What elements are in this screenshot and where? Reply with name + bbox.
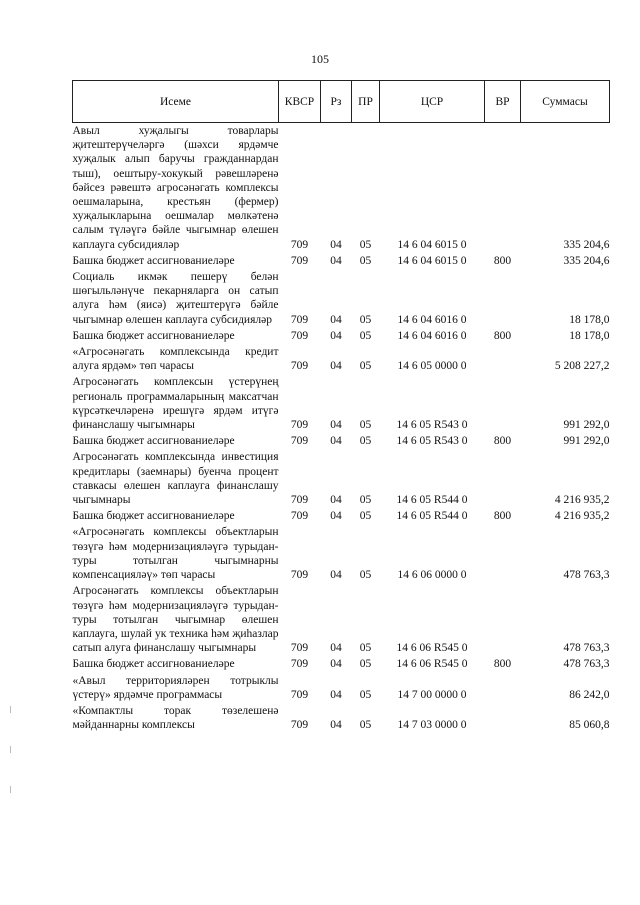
row-csr: 14 7 00 0000 0: [397, 688, 467, 701]
row-vr: [485, 703, 521, 733]
table-row: [73, 328, 610, 344]
row-vr: 800: [493, 254, 512, 267]
table-row: [73, 673, 610, 703]
header-kvsr: КВСР: [279, 81, 321, 123]
table-row: [73, 253, 610, 269]
table-row: [73, 123, 610, 253]
row-rz: 04: [330, 254, 342, 267]
row-vr: 800: [493, 510, 512, 523]
row-rz: 04: [330, 419, 342, 432]
row-name: Агросәнәгать комплексын үстерүнең региональ программаларының максатчан күрсәткечләренә ирешүгә ярдәм итүгә финанслашу чыгымнары: [72, 376, 279, 432]
row-sum: 18 178,0: [569, 329, 610, 342]
row-sum: 478 763,3: [563, 569, 610, 582]
row-sum: 4 216 935,2: [554, 510, 610, 523]
row-csr: 14 6 06 R545 0: [396, 658, 468, 671]
row-pr: 05: [359, 360, 372, 373]
row-csr: 14 6 04 6015 0: [397, 238, 467, 251]
row-csr: 14 6 05 0000 0: [397, 360, 467, 373]
row-name: Авыл хуҗалыгы товарлары җитештерүчеләргә (шәхси ярдәмче хуҗалык алып баручы гражданнардан тыш), оештыру-хокукый рәвешләренә бәйсез рәвештә агросәнәгать комплексы оешмаларына, крестьян (фермер) хуҗалыкларына оешмалар мөлкәтенә салым түләүгә бәйле чыгымнар өлешен каплауга субсидияләр: [72, 125, 279, 251]
row-pr: 05: [359, 658, 372, 671]
row-kvsr: 709: [290, 569, 309, 582]
budget-table: [72, 80, 610, 733]
row-rz: 04: [330, 658, 342, 671]
row-csr: 14 6 04 6016 0: [397, 313, 467, 326]
page-number: 105: [311, 52, 329, 66]
table-row: [73, 449, 610, 508]
row-pr: 05: [359, 254, 372, 267]
row-csr: 14 6 04 6016 0: [397, 329, 467, 342]
row-name: Башка бюджет ассигнованиеләре: [72, 254, 235, 267]
row-vr: 800: [493, 658, 512, 671]
row-kvsr: 709: [290, 688, 309, 701]
table-row: [73, 433, 610, 449]
row-rz: 04: [330, 688, 342, 701]
row-sum: 478 763,3: [563, 642, 610, 655]
row-vr: [485, 269, 521, 328]
row-kvsr: 709: [290, 313, 309, 326]
row-kvsr: 709: [290, 494, 309, 507]
row-rz: 04: [330, 313, 342, 326]
row-vr: [485, 123, 521, 253]
row-kvsr: 709: [290, 419, 309, 432]
row-sum: 18 178,0: [569, 313, 610, 326]
row-csr: 14 6 05 R544 0: [396, 510, 468, 523]
row-sum: 991 292,0: [563, 435, 610, 448]
row-vr: [485, 449, 521, 508]
row-name: Башка бюджет ассигнованиеләре: [72, 658, 235, 671]
row-vr: [485, 344, 521, 374]
table-row: [73, 374, 610, 433]
row-sum: 478 763,3: [563, 658, 610, 671]
row-rz: 04: [330, 719, 342, 732]
row-csr: 14 6 06 R545 0: [396, 642, 468, 655]
row-csr: 14 6 05 R543 0: [396, 435, 468, 448]
row-sum: 4 216 935,2: [554, 494, 610, 507]
row-sum: 85 060,8: [569, 719, 610, 732]
row-rz: 04: [330, 360, 342, 373]
row-sum: 335 204,6: [563, 254, 610, 267]
header-sum: Суммасы: [521, 81, 610, 123]
row-kvsr: 709: [290, 238, 309, 251]
row-pr: 05: [359, 313, 372, 326]
header-rz: Рз: [321, 81, 352, 123]
row-pr: 05: [359, 642, 372, 655]
table-row: [73, 583, 610, 656]
table-header-row: [73, 81, 610, 123]
row-name: Агросәнәгать комплексы объектларын төзүгә һәм модернизацияләүгә турыдан-туры тотылган чыгымнар өлешен каплауга, шулай ук техника һәм җиһазлар сатып алуга финанслашу чыгымнары: [72, 585, 279, 655]
row-kvsr: 709: [290, 435, 309, 448]
row-csr: 14 6 05 R544 0: [396, 494, 468, 507]
margin-mark: [10, 706, 11, 713]
row-kvsr: 709: [290, 510, 309, 523]
table-row: [73, 524, 610, 583]
row-pr: 05: [359, 719, 372, 732]
row-vr: [485, 583, 521, 656]
row-name: «Авыл территорияләрен тотрыклы үстерү» ярдәмче программасы: [72, 674, 279, 701]
row-pr: 05: [359, 435, 372, 448]
row-kvsr: 709: [290, 658, 309, 671]
table-row: [73, 703, 610, 733]
row-rz: 04: [330, 642, 342, 655]
row-sum: 991 292,0: [563, 419, 610, 432]
header-csr: ЦСР: [380, 81, 485, 123]
row-pr: 05: [359, 494, 372, 507]
row-vr: [485, 524, 521, 583]
table-row: [73, 656, 610, 672]
row-name: «Агросәнәгать комплексында кредит алуга ярдәм» төп чарасы: [72, 346, 279, 373]
row-rz: 04: [330, 238, 342, 251]
row-kvsr: 709: [290, 360, 309, 373]
row-pr: 05: [359, 238, 372, 251]
table-row: [73, 344, 610, 374]
header-name: Исеме: [73, 81, 279, 123]
row-kvsr: 709: [290, 642, 309, 655]
row-name: Агросәнәгать комплексында инвестиция кредитлары (заемнары) буенча процент ставкасы өлешен каплауга финанслашу чыгымнары: [72, 451, 279, 507]
row-kvsr: 709: [290, 719, 309, 732]
row-name: Социаль икмәк пешерү белән шөгыльләнүче пекарняларга он сатып алуга һәм (яисә) җитештерүгә бәйле чыгымнар өлешен каплауга субсидияләр: [72, 271, 279, 326]
table-row: [73, 269, 610, 328]
row-sum: 86 242,0: [569, 688, 610, 701]
row-vr: [485, 374, 521, 433]
row-vr: 800: [493, 329, 512, 342]
row-name: «Агросәнәгать комплексы объектларын төзүгә һәм модернизацияләүгә турыдан-туры тотылган чыгымнарны компенсацияләү» төп чарасы: [72, 526, 279, 582]
row-pr: 05: [359, 510, 372, 523]
row-kvsr: 709: [290, 254, 309, 267]
table-row: [73, 508, 610, 524]
row-vr: [485, 673, 521, 703]
row-name: Башка бюджет ассигнованиеләре: [72, 329, 235, 342]
row-sum: 335 204,6: [563, 238, 610, 251]
row-sum: 5 208 227,2: [554, 360, 610, 373]
margin-mark: [10, 746, 11, 753]
row-pr: 05: [359, 329, 372, 342]
row-csr: 14 6 04 6015 0: [397, 254, 467, 267]
row-name: «Компактлы торак төзелешенә мәйданнарны комплексы: [72, 704, 279, 732]
row-name: Башка бюджет ассигнованиеләре: [72, 435, 235, 448]
row-rz: 04: [330, 510, 342, 523]
row-rz: 04: [330, 329, 342, 342]
row-csr: 14 6 05 R543 0: [396, 419, 468, 432]
row-rz: 04: [330, 435, 342, 448]
row-vr: 800: [493, 435, 512, 448]
row-kvsr: 709: [290, 329, 309, 342]
row-rz: 04: [330, 494, 342, 507]
row-pr: 05: [359, 419, 372, 432]
row-rz: 04: [330, 569, 342, 582]
margin-mark: [10, 786, 11, 793]
header-pr: ПР: [352, 81, 380, 123]
row-csr: 14 6 06 0000 0: [397, 569, 467, 582]
row-name: Башка бюджет ассигнованиеләре: [72, 510, 235, 523]
header-vr: ВР: [485, 81, 521, 123]
row-pr: 05: [359, 569, 372, 582]
row-pr: 05: [359, 688, 372, 701]
row-csr: 14 7 03 0000 0: [397, 719, 467, 732]
